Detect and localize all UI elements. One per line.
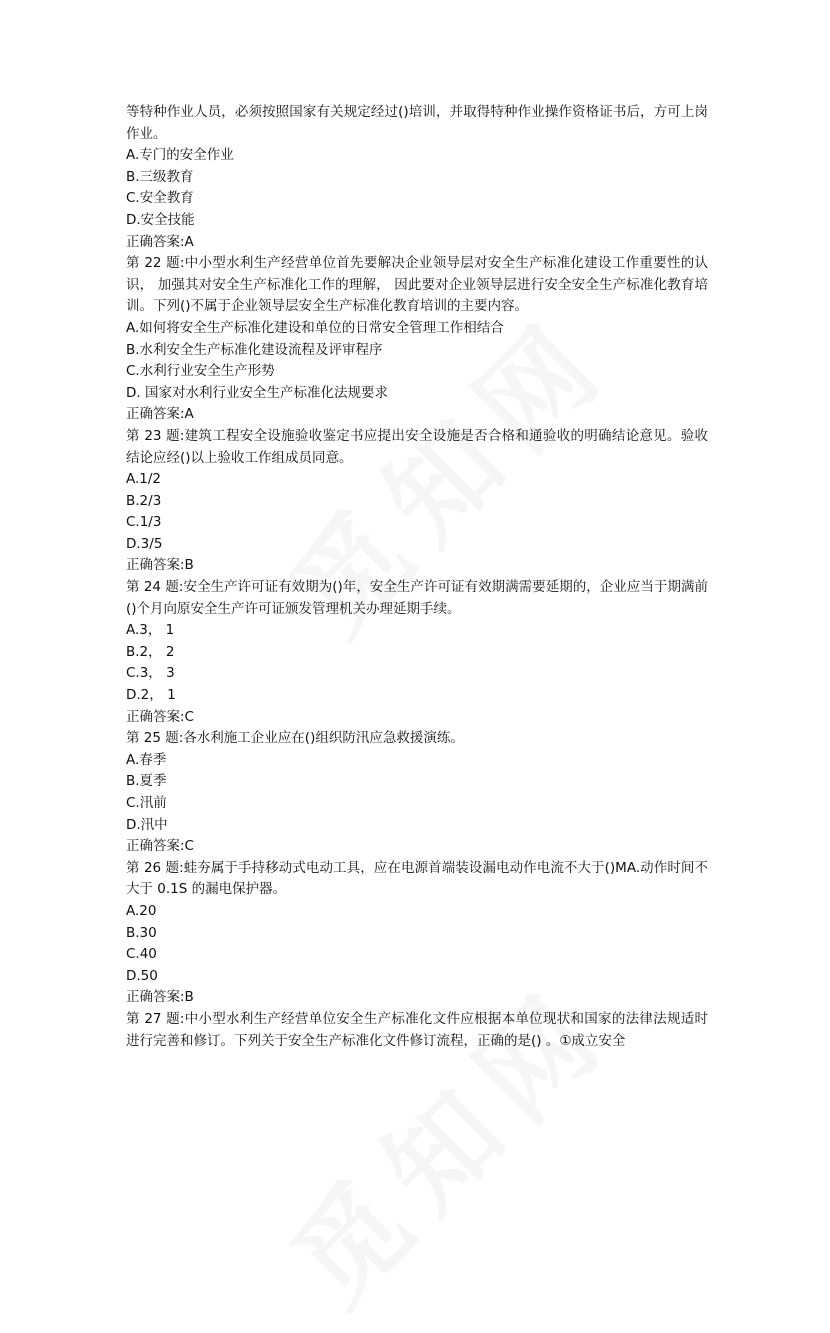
option: C.40 xyxy=(126,946,157,963)
question-text: 第 26 题:蛙夯属于手持移动式电动工具，应在电源首端装设漏电动作电流不大于()MA.动作时间不大于 0.1S 的漏电保护器。 xyxy=(126,859,708,898)
option: D.安全技能 xyxy=(126,211,195,228)
question-text: 第 25 题:各水利施工企业应在()组织防汛应急救援演练。 xyxy=(126,730,464,747)
option: B.30 xyxy=(126,924,157,941)
option: C.3， 3 xyxy=(126,665,175,682)
question-text: 第 22 题:中小型水利生产经营单位首先要解决企业领导层对安全生产标准化建设工作重要性的认识， 加强其对安全生产标准化工作的理解， 因此要对企业领导层进行安全安全生产标准化教育培训。下列()不属于企业领导层安全生产标准化教育培训的主要内容。 xyxy=(126,255,708,315)
option: C.1/3 xyxy=(126,514,162,531)
question-22 xyxy=(126,253,708,426)
option: D.汛中 xyxy=(126,816,168,833)
option: D. 国家对水利行业安全生产标准化法规要求 xyxy=(126,384,388,401)
option: D.50 xyxy=(126,967,158,984)
question-text: 第 24 题:安全生产许可证有效期为()年，安全生产许可证有效期满需要延期的，企业应当于期满前()个月向原安全生产许可证颁发管理机关办理延期手续。 xyxy=(126,579,708,617)
question-27 xyxy=(126,1009,708,1052)
option: B.三级教育 xyxy=(126,168,194,185)
question-23 xyxy=(126,426,708,577)
option: C.安全教育 xyxy=(126,190,194,207)
answer: 正确答案:A xyxy=(126,406,194,423)
option: D.2， 1 xyxy=(126,687,176,704)
option: A.1/2 xyxy=(126,471,162,488)
option: B.2/3 xyxy=(126,492,162,509)
question-intro xyxy=(126,102,708,253)
question-text: 等特种作业人员，必须按照国家有关规定经过()培训，并取得特种作业操作资格证书后，方可上岗作业。 xyxy=(126,104,708,142)
option: D.3/5 xyxy=(126,535,163,552)
option: C.水利行业安全生产形势 xyxy=(126,363,275,380)
option: A.如何将安全生产标准化建设和单位的日常安全管理工作相结合 xyxy=(126,319,504,336)
option: C.汛前 xyxy=(126,795,167,811)
question-24 xyxy=(126,577,708,728)
option: A.3， 1 xyxy=(126,622,175,639)
question-text: 第 23 题:建筑工程安全设施验收鉴定书应提出安全设施是否合格和通验收的明确结论意见。验收结论应经()以上验收工作组成员同意。 xyxy=(126,427,708,466)
answer: 正确答案:C xyxy=(126,838,194,855)
answer: 正确答案:C xyxy=(126,708,194,725)
question-text: 第 27 题:中小型水利生产经营单位安全生产标准化文件应根据本单位现状和国家的法律法规适时进行完善和修订。下列关于安全生产标准化文件修订流程，正确的是() 。①成立安全 xyxy=(126,1010,708,1049)
question-list xyxy=(126,102,708,1052)
answer: 正确答案:B xyxy=(126,557,194,574)
option: A.春季 xyxy=(126,751,167,768)
answer: 正确答案:B xyxy=(126,989,194,1006)
answer: 正确答案:A xyxy=(126,233,194,250)
option: B.水利安全生产标准化建设流程及评审程序 xyxy=(126,341,383,358)
option: B.2， 2 xyxy=(126,643,175,660)
option: A.20 xyxy=(126,902,157,919)
question-25 xyxy=(126,728,708,858)
question-26 xyxy=(126,858,708,1009)
option: A.专门的安全作业 xyxy=(126,147,234,164)
option: B.夏季 xyxy=(126,773,167,790)
